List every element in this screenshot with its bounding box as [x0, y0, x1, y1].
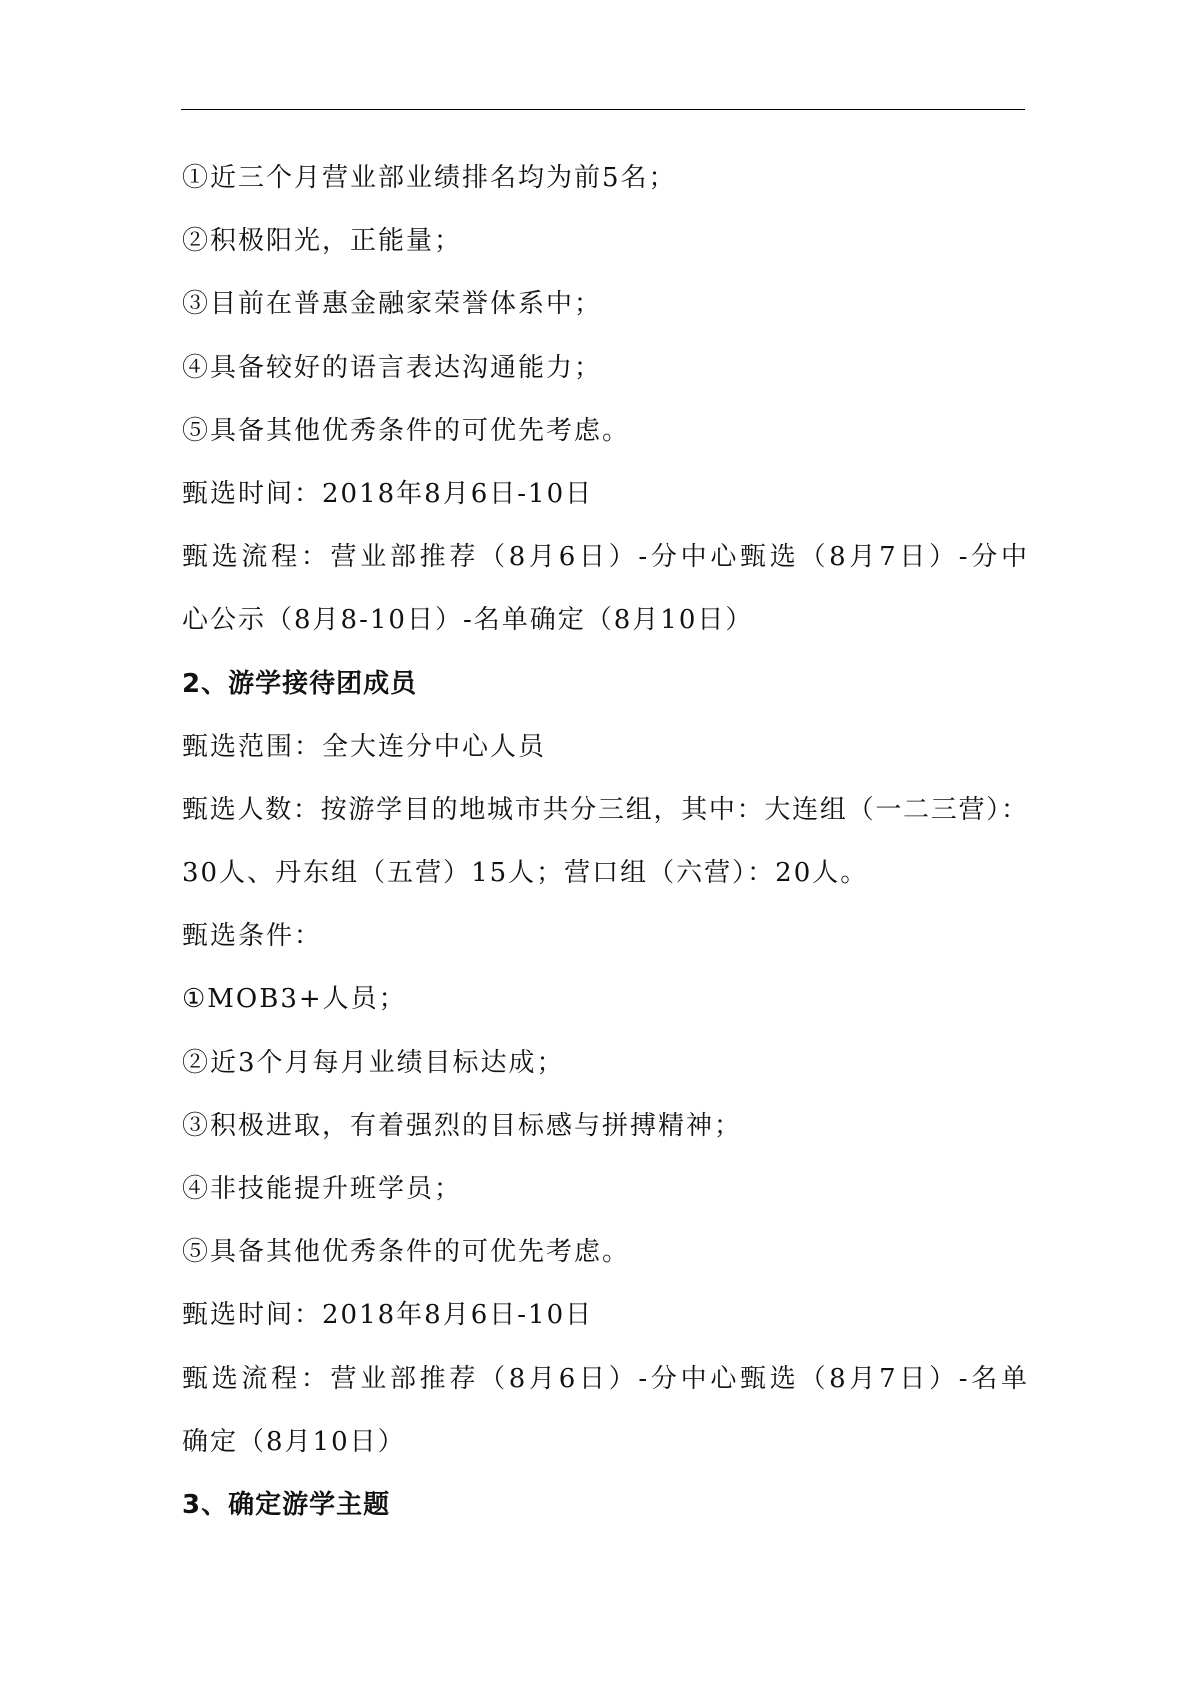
selection-time: 甄选时间：2018年8月6日-10日	[182, 478, 594, 509]
selection-process: 甄选流程：营业部推荐（8月6日）-分中心甄选（8月7日）-分中	[182, 542, 1027, 573]
criterion-1: ①MOB3+人员；	[182, 984, 407, 1015]
selection-process-continued: 心公示（8月8-10日）-名单确定（8月10日）	[182, 605, 754, 636]
criterion-3: ③积极进取，有着强烈的目标感与拼搏精神；	[182, 1110, 743, 1141]
selection-process: 甄选流程：营业部推荐（8月6日）-分中心甄选（8月7日）-名单	[182, 1363, 1027, 1394]
criterion-4: ④非技能提升班学员；	[182, 1174, 463, 1204]
criterion-1: ①近三个月营业部业绩排名均为前5名；	[182, 163, 677, 193]
selection-time: 甄选时间：2018年8月6日-10日	[182, 1300, 594, 1331]
selection-criteria-label: 甄选条件：	[182, 921, 323, 952]
criterion-4: ④具备较好的语言表达沟通能力；	[182, 352, 603, 383]
criterion-5: ⑤具备其他优秀条件的可优先考虑。	[182, 415, 631, 446]
header-rule	[181, 109, 1025, 110]
criterion-2: ②积极阳光，正能量；	[182, 226, 463, 257]
selection-process-continued: 确定（8月10日）	[182, 1426, 406, 1457]
section-heading-2: 2、游学接待团成员	[182, 668, 418, 699]
selection-count: 甄选人数：按游学目的地城市共分三组，其中：大连组（一二三营）：	[182, 794, 1027, 825]
document-body	[182, 147, 1027, 1537]
criterion-3: ③目前在普惠金融家荣誉体系中；	[182, 289, 603, 320]
criterion-2: ②近3个月每月业绩目标达成；	[182, 1047, 565, 1078]
selection-count-continued: 30人、丹东组（五营）15人；营口组（六营）：20人。	[182, 858, 869, 889]
criterion-5: ⑤具备其他优秀条件的可优先考虑。	[182, 1237, 631, 1268]
section-heading-3: 3、确定游学主题	[182, 1489, 391, 1520]
selection-scope: 甄选范围：全大连分中心人员	[182, 731, 547, 762]
